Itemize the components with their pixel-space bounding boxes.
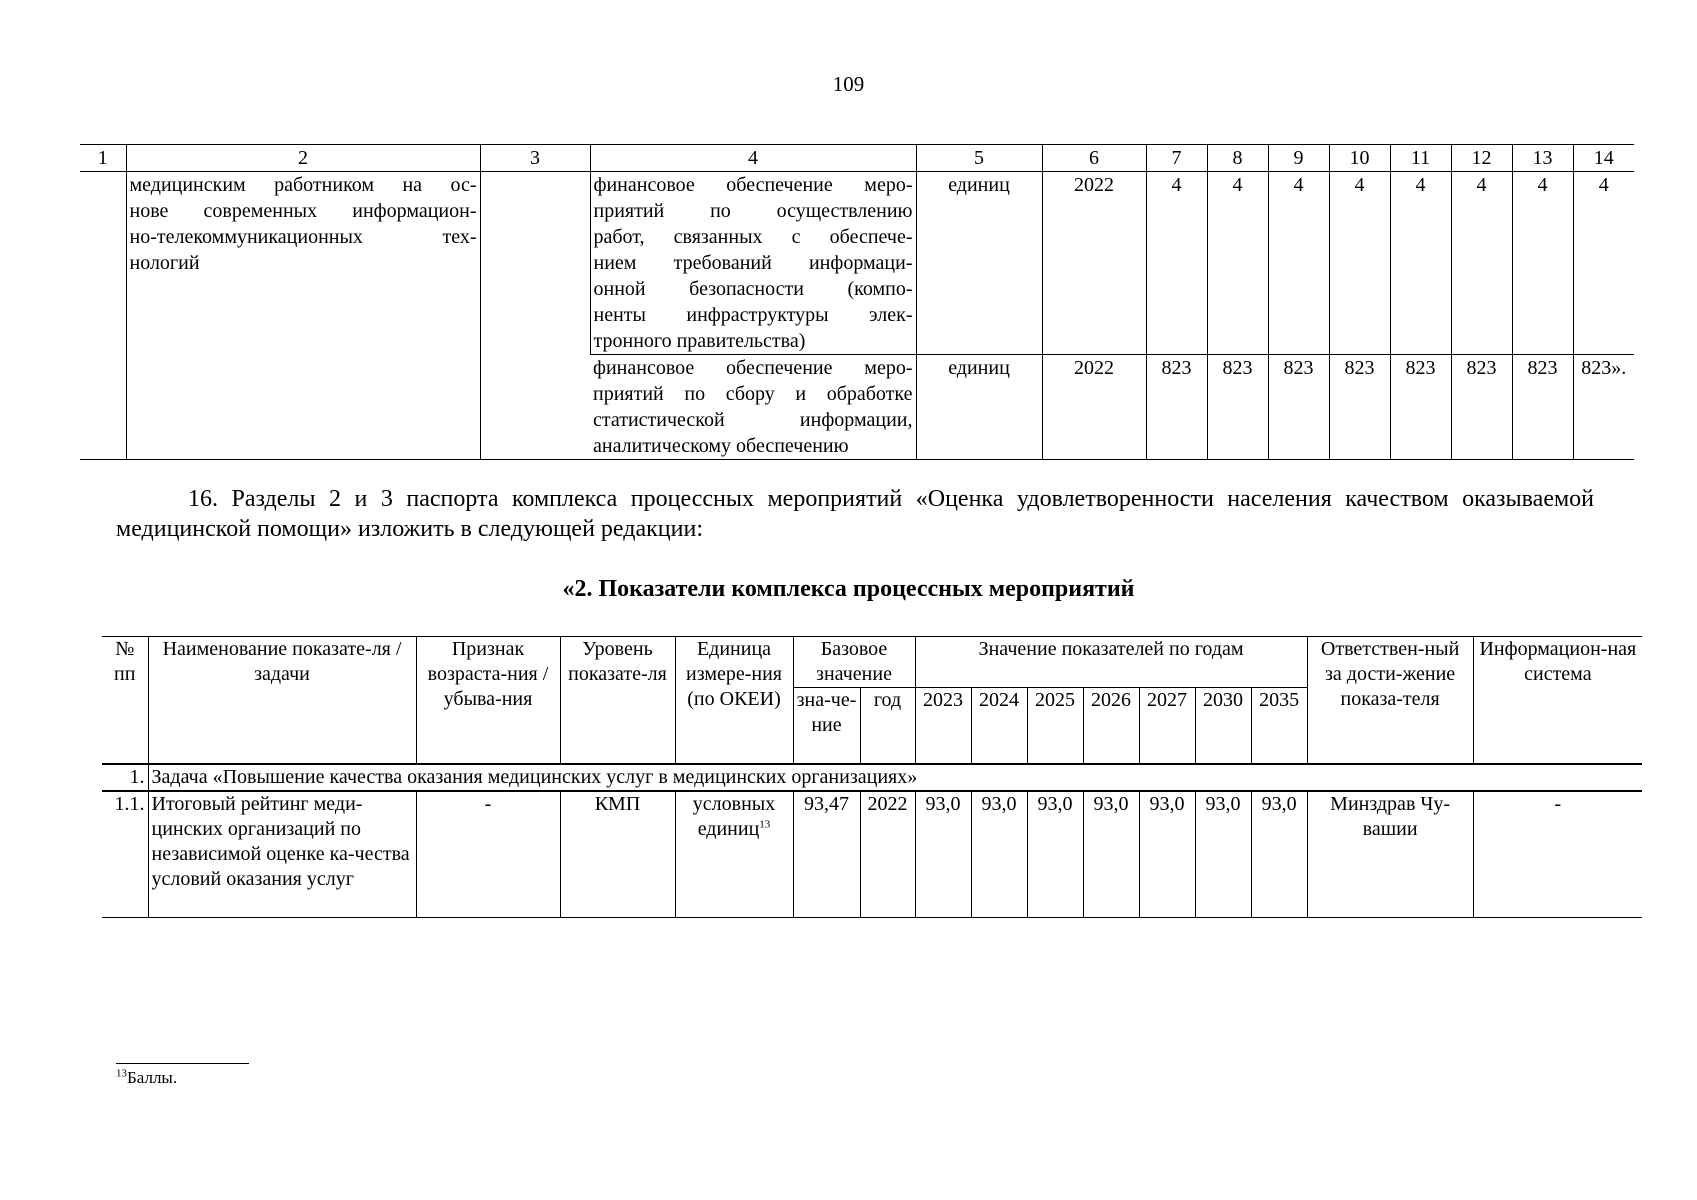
header-info-system: Информацион-ная система: [1473, 637, 1642, 765]
indicator-line: тронного правительства): [593, 330, 806, 352]
header-cell: 6: [1042, 145, 1146, 172]
indicator-line: нием требований информаци-: [593, 252, 913, 274]
header-cell: 5: [916, 145, 1042, 172]
header-cell: 11: [1390, 145, 1451, 172]
task-row: [102, 764, 1642, 791]
value-cell: 823: [1512, 355, 1573, 460]
value-cell: 823: [1329, 355, 1390, 460]
unit-cell: единиц: [916, 355, 1042, 460]
footnote-text: Баллы.: [127, 1068, 178, 1087]
header-cell: 14: [1573, 145, 1634, 172]
indicator-cell: [590, 172, 916, 355]
indicator-line: приятий по сбору и обработке: [593, 383, 913, 405]
footnote-mark: 13: [116, 1067, 127, 1080]
header-cell: 1: [80, 145, 126, 172]
value-cell: 4: [1390, 172, 1451, 355]
row-value: 93,0: [1083, 791, 1139, 918]
header-unit: Единица измере-ния (по ОКЕИ): [675, 637, 793, 765]
result-name-line: нологий: [129, 252, 200, 274]
indicators-table: [102, 636, 1642, 918]
indicator-line: онной безопасности (компо-: [593, 278, 913, 300]
header-year: 2026: [1083, 688, 1139, 765]
header-year: 2035: [1251, 688, 1307, 765]
indicator-cell: [590, 355, 916, 460]
header-cell: 9: [1268, 145, 1329, 172]
value-cell: 4: [1268, 172, 1329, 355]
row-value: 93,0: [1139, 791, 1195, 918]
value-cell: 4: [1207, 172, 1268, 355]
value-cell: 4: [1573, 172, 1634, 355]
header-base-year: год: [860, 688, 915, 765]
value-cell: 823: [1268, 355, 1329, 460]
result-name-cell: [126, 172, 480, 460]
indicator-line: финансовое обеспечение меро-: [593, 357, 913, 379]
page-number: 109: [832, 72, 865, 96]
header-year: 2027: [1139, 688, 1195, 765]
indicator-line: статистической информации,: [593, 409, 913, 431]
row-trend: -: [416, 791, 560, 918]
result-name-line: но-телекоммуникационных тех-: [129, 226, 477, 248]
table-header-row: [102, 637, 1642, 688]
empty-cell: [80, 172, 126, 460]
row-info-system: -: [1473, 791, 1642, 918]
indicator-line: ненты инфраструктуры элек-: [593, 304, 913, 326]
header-cell: 2: [126, 145, 480, 172]
row-base-year: 2022: [860, 791, 915, 918]
result-name-line: нове современных информацион-: [129, 200, 477, 222]
header-base: Базовое значение: [793, 637, 915, 688]
header-year: 2030: [1195, 688, 1251, 765]
footnote: [116, 1068, 177, 1088]
value-cell: 4: [1451, 172, 1512, 355]
amendment-paragraph: 16. Разделы 2 и 3 паспорта комплекса процессных мероприятий «Оценка удовлетворенности населения качеством оказываемой медицинской помощи» изложить в следующей редакции:: [116, 486, 1594, 542]
header-cell: 12: [1451, 145, 1512, 172]
row-name: Итоговый рейтинг меди-цинских организаций по независимой оценке ка-чества условий оказания услуг: [148, 791, 416, 918]
indicator-line: работ, связанных с обеспече-: [593, 226, 913, 248]
row-value: 93,0: [971, 791, 1027, 918]
row-value: 93,0: [1195, 791, 1251, 918]
section-heading: «2. Показатели комплекса процессных мероприятий: [562, 576, 1135, 602]
row-value: 93,0: [1251, 791, 1307, 918]
row-num: 1.1.: [102, 791, 148, 918]
value-cell: 4: [1329, 172, 1390, 355]
row-unit: [675, 791, 793, 918]
result-name-line: медицинским работником на ос-: [129, 174, 477, 196]
indicator-line: приятий по осуществлению: [593, 200, 913, 222]
header-cell: 13: [1512, 145, 1573, 172]
value-cell: 823».: [1573, 355, 1634, 460]
value-cell: 823: [1146, 355, 1207, 460]
row-value: 93,0: [1027, 791, 1083, 918]
value-cell: 823: [1390, 355, 1451, 460]
value-cell: 823: [1207, 355, 1268, 460]
header-level: Уровень показате-ля: [560, 637, 675, 765]
header-base-value: зна-че-ние: [793, 688, 860, 765]
header-year: 2024: [971, 688, 1027, 765]
value-cell: 4: [1512, 172, 1573, 355]
task-num: 1.: [102, 764, 148, 791]
row-responsible: Минздрав Чу-вашии: [1307, 791, 1473, 918]
header-trend: Признак возраста-ния / убыва-ния: [416, 637, 560, 765]
header-cell: 10: [1329, 145, 1390, 172]
task-text: Задача «Повышение качества оказания медицинских услуг в медицинских организациях»: [148, 764, 1642, 791]
table-row: [102, 791, 1642, 918]
table-header-row: [80, 145, 1634, 172]
header-cell: 8: [1207, 145, 1268, 172]
header-year: 2025: [1027, 688, 1083, 765]
value-cell: 4: [1146, 172, 1207, 355]
row-value: 93,0: [915, 791, 971, 918]
row-base-value: 93,47: [793, 791, 860, 918]
indicator-line: аналитическому обеспечению: [593, 435, 849, 457]
footnote-separator: [116, 1063, 249, 1064]
indicator-line: финансовое обеспечение меро-: [593, 174, 913, 196]
footnote-reference[interactable]: 13: [759, 818, 771, 831]
header-num: № пп: [102, 637, 148, 765]
empty-cell: [480, 172, 590, 460]
header-years-group: Значение показателей по годам: [915, 637, 1307, 688]
header-cell: 3: [480, 145, 590, 172]
row-level: КМП: [560, 791, 675, 918]
continuation-table: [80, 144, 1634, 460]
year-cell: 2022: [1042, 355, 1146, 460]
header-responsible: Ответствен-ный за дости-жение показа-теля: [1307, 637, 1473, 765]
year-cell: 2022: [1042, 172, 1146, 355]
unit-cell: единиц: [916, 172, 1042, 355]
header-year: 2023: [915, 688, 971, 765]
header-name: Наименование показате-ля / задачи: [148, 637, 416, 765]
header-cell: 4: [590, 145, 916, 172]
table-row: [80, 172, 1634, 355]
header-cell: 7: [1146, 145, 1207, 172]
row-unit-text: условных единиц: [692, 793, 776, 840]
value-cell: 823: [1451, 355, 1512, 460]
